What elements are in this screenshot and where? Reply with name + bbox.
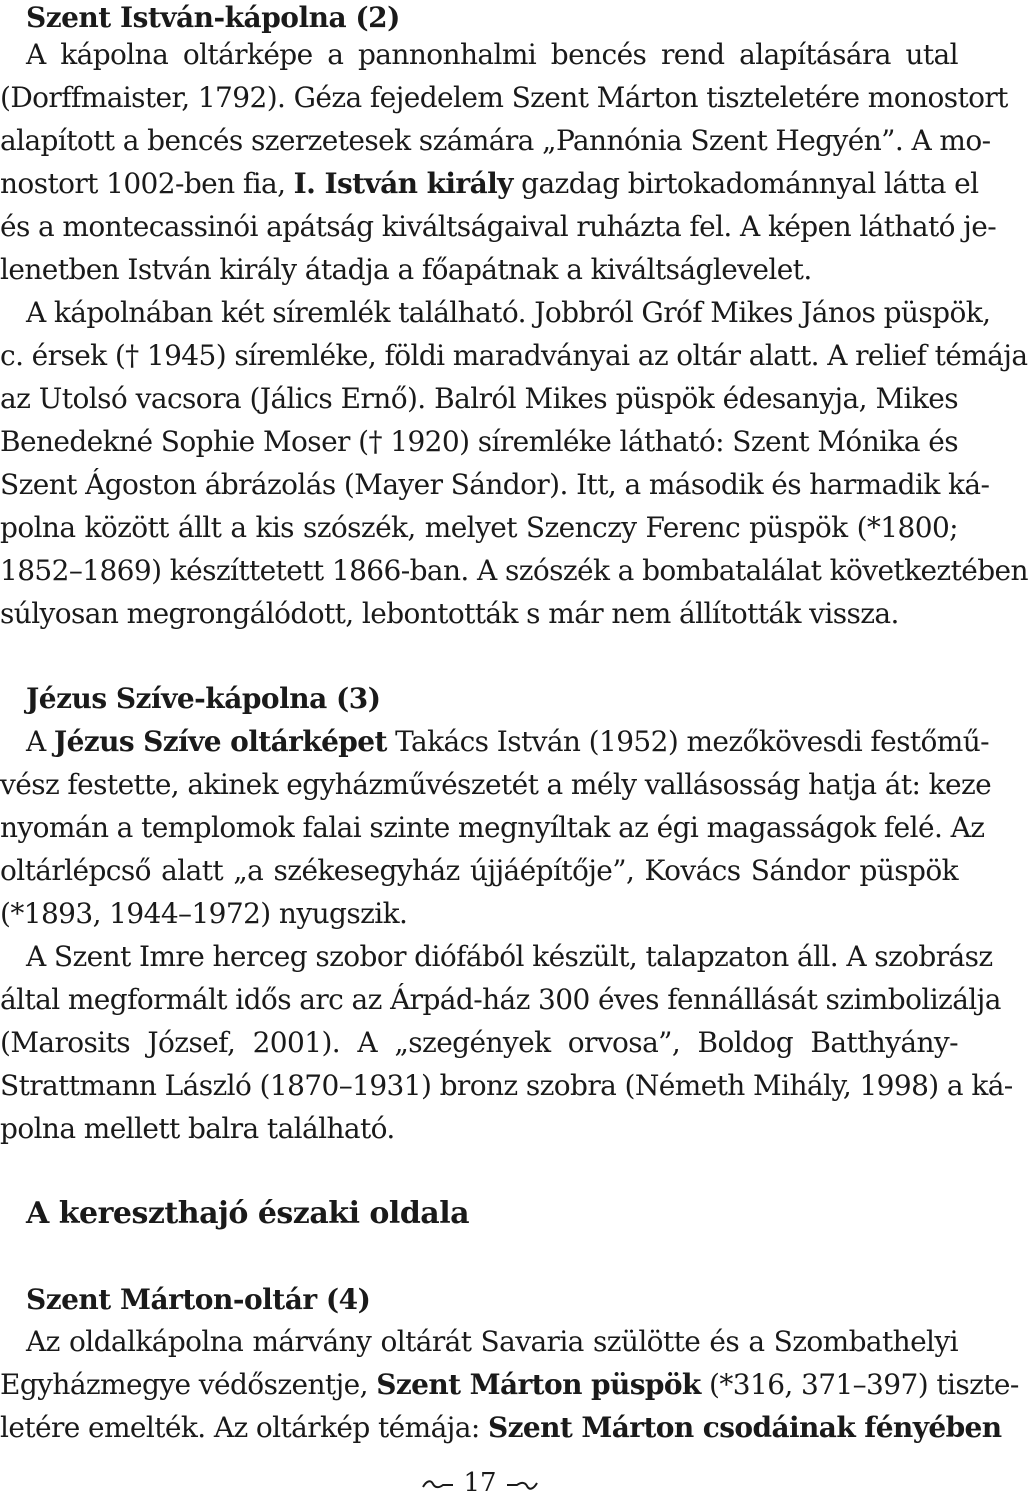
text-line	[0, 1406, 1002, 1449]
text-line	[0, 763, 992, 806]
line-text: A kápolna oltárképe a pannonhalmi bencés rend alapítására utal	[26, 38, 958, 71]
line-text: lenetben István király átadja a főapátnak a kiváltságlevelet.	[0, 253, 812, 286]
chapter-heading: A kereszthajó északi oldala	[26, 1196, 470, 1231]
line-text: nostort 1002-ben fia,	[0, 167, 294, 200]
text-line	[0, 506, 958, 549]
text-line	[0, 592, 958, 635]
text-line	[0, 377, 958, 420]
section-heading: Szent Márton-oltár (4)	[26, 1283, 371, 1316]
line-text: (Dorffmaister, 1792). Géza fejedelem Szent Márton tiszteletére monostort	[0, 81, 1008, 114]
text-line	[0, 549, 1028, 592]
text-line	[0, 806, 985, 849]
scroll-ornament-icon	[421, 1469, 455, 1499]
line-text: letére emelték. Az oltárkép témája:	[0, 1411, 488, 1444]
section-heading: Jézus Szíve-kápolna (3)	[26, 682, 381, 715]
page-footer	[0, 1468, 960, 1499]
text-line	[0, 162, 979, 205]
line-text: alapított a bencés szerzetesek számára „Pannónia Szent Hegyén”. A mo-	[0, 124, 991, 157]
line-text: Strattmann László (1870–1931) bronz szobra (Németh Mihály, 1998) a ká-	[0, 1069, 1013, 1102]
line-text: (Marosits József, 2001). A „szegények orvosa”, Boldog Batthyány-	[0, 1026, 958, 1059]
text-line	[0, 463, 990, 506]
line-text: A kápolnában két síremlék található. Jobbról Gróf Mikes János püspök,	[26, 296, 991, 329]
emphasis-text: I. István király	[293, 167, 513, 200]
line-text: vész festette, akinek egyházművészetét a mély vallásosság hatja át: keze	[0, 768, 992, 801]
line-text: Egyházmegye védőszentje,	[0, 1368, 377, 1401]
text-line	[26, 291, 991, 334]
line-text: az Utolsó vacsora (Jálics Ernő). Balról Mikes püspök édesanyja, Mikes	[0, 382, 958, 415]
line-text: Szent Ágoston ábrázolás (Mayer Sándor). Itt, a második és harmadik ká-	[0, 468, 990, 501]
line-text: 1852–1869) készíttetett 1866-ban. A szószék a bombatalálat következtében	[0, 554, 1028, 587]
text-line	[0, 248, 958, 291]
text-line	[0, 1064, 1013, 1107]
line-text: nyomán a templomok falai szinte megnyíltak az égi magasságok felé. Az	[0, 811, 985, 844]
text-line	[0, 205, 997, 248]
emphasis-text: Szent Márton püspök	[376, 1368, 701, 1401]
text-line	[0, 420, 958, 463]
text-line	[0, 892, 958, 935]
line-text: A Szent Imre herceg szobor diófából készült, talapzaton áll. A szobrász	[26, 940, 993, 973]
text-line	[0, 1363, 1019, 1406]
line-text: súlyosan megrongálódott, lebontották s már nem állították vissza.	[0, 597, 899, 630]
text-line	[26, 935, 993, 978]
line-text: oltárlépcső alatt „a székesegyház újjáépítője”, Kovács Sándor püspök	[0, 854, 958, 887]
text-line	[0, 334, 1028, 377]
line-text: gazdag birtokadománnyal látta el	[512, 167, 979, 200]
line-text: c. érsek († 1945) síremléke, földi maradványai az oltár alatt. A relief témája	[0, 339, 1028, 372]
text-line	[26, 33, 958, 76]
line-text: Az oldalkápolna márvány oltárát Savaria szülötte és a Szombathelyi	[26, 1325, 958, 1358]
line-text: polna között állt a kis szószék, melyet Szenczy Ferenc püspök (*1800;	[0, 511, 958, 544]
text-line	[0, 76, 1008, 119]
text-line	[26, 720, 990, 763]
text-line	[0, 119, 991, 162]
line-text: polna mellett balra található.	[0, 1112, 395, 1145]
line-text: Takács István (1952) mezőkövesdi festőmű-	[386, 725, 990, 758]
line-text: által megformált idős arc az Árpád-ház 300 éves fennállását szimbolizálja	[0, 983, 1001, 1016]
text-line	[0, 978, 1001, 1021]
line-text: A	[26, 725, 54, 758]
line-text: és a montecassinói apátság kiváltságaival ruházta fel. A képen látható je-	[0, 210, 997, 243]
text-line	[0, 1021, 958, 1064]
line-text: (*316, 371–397) tiszte-	[700, 1368, 1019, 1401]
line-text: (*1893, 1944–1972) nyugszik.	[0, 897, 408, 930]
emphasis-text: Jézus Szíve oltárképet	[53, 725, 387, 758]
text-line	[0, 849, 958, 892]
scroll-ornament-icon	[505, 1469, 539, 1499]
emphasis-text: Szent Márton csodáinak fényében	[488, 1411, 1002, 1444]
page-number: 17	[463, 1468, 497, 1498]
text-line	[26, 1320, 958, 1363]
line-text: Benedekné Sophie Moser († 1920) síremléke látható: Szent Mónika és	[0, 425, 958, 458]
text-line	[0, 1107, 958, 1150]
section-heading: Szent István-kápolna (2)	[26, 1, 400, 34]
